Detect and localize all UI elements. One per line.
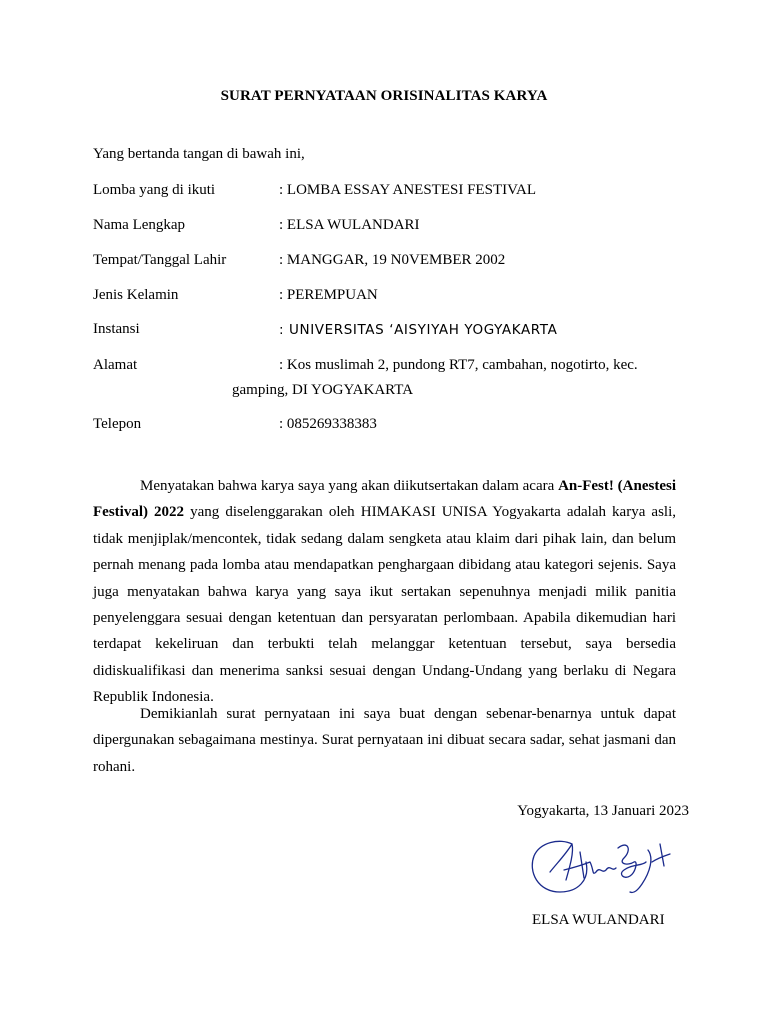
paragraph-text: yang diselenggarakan oleh HIMAKASI UNISA Yogyakarta adalah karya asli, tidak menjiplak/mencontek, tidak sedang dalam sengketa atau klaim dari pihak lain, dan belum pernah menang pada lomba atau mendapatkan penghargaan dibidang atau kategori sejenis. Saya juga menyatakan bahwa karya yang saya ikut sertakan sepenuhnya menjadi milik panitia penyelenggara sesuai dengan ketentuan dan persyaratan perlombaan. Apabila dikemudian hari terdapat kekeliruan dan terbukti telah melanggar ketentuan tersebut, saya bersedia didiskualifikasi dan menerima sanksi sesuai dengan Undang-Undang yang berlaku di Negara Republik Indonesia. [93,504,676,706]
field-value: : Kos muslimah 2, pundong RT7, cambahan, nogotirto, kec. [279,357,638,373]
field-competition [93,182,693,202]
field-label: Nama Lengkap [93,217,186,233]
intro-text: Yang bertanda tangan di bawah ini, [93,146,305,162]
field-value: : LOMBA ESSAY ANESTESI FESTIVAL [279,182,536,198]
field-gender [93,287,693,307]
field-label: Lomba yang di ikuti [93,182,216,198]
field-value: : UNIVERSITAS ‘AISYIYAH YOGYAKARTA [279,322,558,338]
signer-name: ELSA WULANDARI [532,912,665,928]
field-birth-place-date [93,252,693,272]
field-value: : ELSA WULANDARI [279,217,420,233]
event-name: An-Fest! (Anestesi Festival) 2022 [93,478,676,521]
field-address [93,357,693,377]
field-institution [93,321,693,341]
field-value: : 085269338383 [279,416,377,432]
paragraph-text: Demikianlah surat pernyataan ini saya buat dengan sebenar-benarnya untuk dapat dipergunakan sebagaimana mestinya. Surat pernyataan ini dibuat secara sadar, sehat jasmani dan rohani. [93,706,676,775]
field-label: Telepon [93,416,142,432]
field-label: Tempat/Tanggal Lahir [93,252,227,268]
address-continuation: gamping, DI YOGYAKARTA [232,382,414,398]
field-label: Instansi [93,321,140,337]
field-phone [93,416,693,436]
field-label: Jenis Kelamin [93,287,179,303]
place-date: Yogyakarta, 13 Januari 2023 [517,803,689,819]
field-full-name [93,217,693,237]
paragraph-text: Menyatakan bahwa karya saya yang akan diikutsertakan dalam acara [140,478,559,494]
field-value: : MANGGAR, 19 N0VEMBER 2002 [279,252,506,268]
closing-paragraph [93,701,676,780]
field-label: Alamat [93,357,138,373]
field-value: : PEREMPUAN [279,287,378,303]
statement-paragraph [93,473,676,711]
document-title: SURAT PERNYATAAN ORISINALITAS KARYA [220,88,548,104]
handwritten-signature [520,832,680,902]
